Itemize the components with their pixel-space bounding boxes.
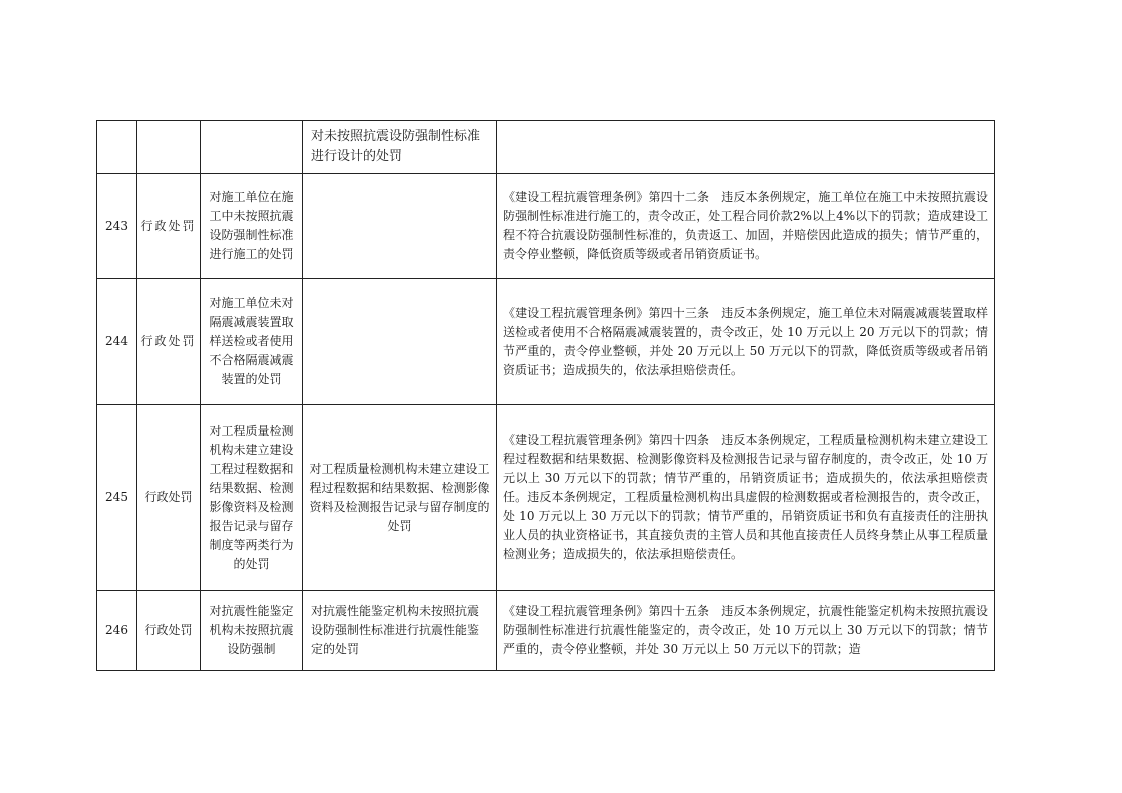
row-basis: 《建设工程抗震管理条例》第四十二条 违反本条例规定，施工单位在施工中未按照抗震设防强制性标准进行施工的，责令改正，处工程合同价款2%以上4%以下的罚款；造成建设工程不符合抗震设防强制性标准的，负责返工、加固，并赔偿因此造成的损失；情节严重的，责令停业整顿，降低资质等级或者吊销资质证书。 xyxy=(497,174,995,279)
table-row xyxy=(97,279,995,405)
row-basis: 《建设工程抗震管理条例》第四十五条 违反本条例规定，抗震性能鉴定机构未按照抗震设防强制性标准进行抗震性能鉴定的，责令改正，处 10 万元以上 30 万元以下的罚款；情节严重的，责令停业整顿，并处 30 万元以上 50 万元以下的罚款；造 xyxy=(497,591,995,671)
row-type xyxy=(137,121,201,174)
row-sub-item: 对抗震性能鉴定机构未按照抗震设防强制性标准进行抗震性能鉴定的处罚 xyxy=(303,591,497,671)
row-type: 行政处罚 xyxy=(137,405,201,591)
row-basis: 《建设工程抗震管理条例》第四十四条 违反本条例规定，工程质量检测机构未建立建设工程过程数据和结果数据、检测影像资料及检测报告记录与留存制度的，责令改正，处 10 万元以上 30 万元以下的罚款；情节严重的，吊销资质证书；造成损失的，依法承担赔偿责任。违反本条例规定，工程质量检测机构出具虚假的检测数据或者检测报告的，责令改正，处 10 万元以上 30 万元以下的罚款；情节严重的，吊销资质证书和负有直接责任的注册执业人员的执业资格证书，其直接负责的主管人员和其他直接责任人员终身禁止从事工程质量检测业务；造成损失的，依法承担赔偿责任。 xyxy=(497,405,995,591)
row-basis xyxy=(497,121,995,174)
penalty-table xyxy=(96,120,995,671)
row-basis: 《建设工程抗震管理条例》第四十三条 违反本条例规定，施工单位未对隔震减震装置取样送检或者使用不合格隔震减震装置的，责令改正，处 10 万元以上 20 万元以下的罚款；情节严重的，责令停业整顿，并处 20 万元以上 50 万元以下的罚款，降低资质等级或者吊销资质证书；造成损失的，依法承担赔偿责任。 xyxy=(497,279,995,405)
table-row xyxy=(97,174,995,279)
row-type: 行政处罚 xyxy=(137,174,201,279)
table-row xyxy=(97,405,995,591)
row-sub-item: 对未按照抗震设防强制性标准进行设计的处罚 xyxy=(303,121,497,174)
row-name: 对抗震性能鉴定机构未按照抗震设防强制 xyxy=(201,591,303,671)
row-number: 244 xyxy=(97,279,137,405)
table-row xyxy=(97,591,995,671)
row-sub-item xyxy=(303,174,497,279)
row-type: 行政处罚 xyxy=(137,591,201,671)
row-name: 对施工单位未对隔震减震装置取样送检或者使用不合格隔震减震装置的处罚 xyxy=(201,279,303,405)
table-row xyxy=(97,121,995,174)
row-sub-item: 对工程质量检测机构未建立建设工程过程数据和结果数据、检测影像资料及检测报告记录与留存制度的处罚 xyxy=(303,405,497,591)
row-type: 行政处罚 xyxy=(137,279,201,405)
row-number xyxy=(97,121,137,174)
row-number: 245 xyxy=(97,405,137,591)
row-name: 对施工单位在施工中未按照抗震设防强制性标准进行施工的处罚 xyxy=(201,174,303,279)
row-name: 对工程质量检测机构未建立建设工程过程数据和结果数据、检测影像资料及检测报告记录与留存制度等两类行为的处罚 xyxy=(201,405,303,591)
row-number: 246 xyxy=(97,591,137,671)
row-name xyxy=(201,121,303,174)
row-sub-item xyxy=(303,279,497,405)
row-number: 243 xyxy=(97,174,137,279)
